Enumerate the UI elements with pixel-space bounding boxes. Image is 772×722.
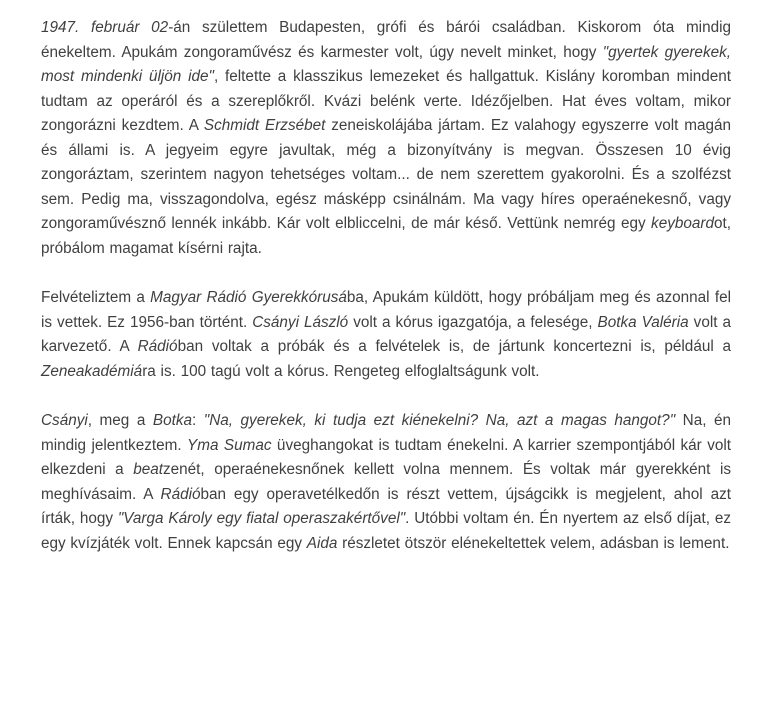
italic-text: "gyertek gyerekek, most mindenki üljön ide" bbox=[41, 43, 731, 85]
text-run: . Utóbbi voltam én. Én nyertem az első díjat, ez egy kvízjáték volt. Ennek kapcsán egy bbox=[41, 510, 732, 552]
paragraph-childhood bbox=[41, 16, 731, 261]
text-run: : bbox=[192, 412, 204, 429]
text-run: zeneiskolájába jártam. Ez valahogy egyszerre volt magán és állami is. A jegyeim egyre javultak, még a bizonyítvány is megvan. Összesen 10 évig zongoráztam, szerintem nagyon tehetséges voltam... de nem szerettem gyakorolni. És a szolfézst sem. Pedig ma, visszagondolva, egész másképp csinálnám. Ma vagy híres operaénekesnő, vagy zongoraművésznő lennék inkább. Kár volt elbliccelni, de már késő. Vettünk nemrég egy bbox=[41, 117, 731, 232]
paragraph-csanyi-botka bbox=[41, 409, 731, 556]
article-body bbox=[41, 16, 731, 581]
italic-text: Botka Valéria bbox=[597, 313, 689, 331]
text-run: Na, én mindig jelentkeztem. bbox=[41, 412, 731, 454]
italic-text: Zeneakadémiá bbox=[41, 362, 143, 380]
italic-text: "Varga Károly egy fiatal operaszakértővel" bbox=[117, 510, 406, 527]
italic-text: Csányi László bbox=[252, 313, 349, 331]
text-run: , meg a bbox=[87, 412, 153, 429]
text-run: volt a kórus igazgatója, a felesége, bbox=[348, 313, 598, 331]
text-run: üveghangokat is tudtam énekelni. A karrier szempontjából kár volt elkezdeni a bbox=[41, 436, 731, 478]
paragraph-radio-choir bbox=[41, 286, 731, 384]
text-run: ban egy operavetélkedőn is részt vettem, újságcikk is megjelent, ahol azt írták, hogy bbox=[41, 485, 731, 527]
italic-text: Rádió bbox=[160, 485, 201, 503]
italic-text: "Na, gyerekek, ki tudja ezt kiénekelni? Na, azt a magas hangot?" bbox=[203, 412, 676, 429]
italic-text: Magyar Rádió Gyerekkórusá bbox=[150, 289, 347, 306]
text-run: zenét, operaénekesnőnek kellett volna mennem. És voltak már gyerekként is meghívásaim. A bbox=[41, 461, 732, 503]
text-run: ba, Apukám küldött, hogy próbáljam meg és azonnal fel is vettek. Ez 1956-ban történt. bbox=[41, 289, 731, 331]
text-run: volt a karvezető. A bbox=[41, 313, 731, 355]
italic-text: beat bbox=[133, 461, 164, 478]
text-run: Felvételiztem a bbox=[41, 289, 151, 306]
text-run: részletet ötször elénekeltettek velem, adásban is lement. bbox=[337, 534, 730, 552]
text-run: ban voltak a próbák és a felvételek is, de jártunk koncertezni is, például a bbox=[177, 338, 731, 355]
italic-text: Schmidt Erzsébet bbox=[203, 117, 326, 134]
italic-text: Csányi bbox=[41, 412, 88, 429]
italic-text: keyboard bbox=[651, 215, 714, 232]
italic-text: 1947. február 02 bbox=[41, 19, 169, 36]
italic-text: Yma Sumac bbox=[187, 436, 272, 454]
text-run: ra is. 100 tagú volt a kórus. Rengeteg elfoglaltságunk volt. bbox=[142, 362, 540, 380]
italic-text: Rádió bbox=[137, 338, 178, 355]
text-run: -án születtem Budapesten, grófi és bárói családban. Kiskorom óta mindig énekeltem. Apukám zongoraművész és karmester volt, úgy nevelt minket, hogy bbox=[41, 19, 732, 61]
text-run: , feltette a klasszikus lemezeket és hallgattuk. Kislány koromban mindent tudtam az operáról és a szereplőkről. Kvázi belénk verte. Idézőjelben. Hat éves voltam, mikor zongorázni kezdtem. A bbox=[41, 68, 731, 134]
text-run: ot, próbálom magamat kísérni rajta. bbox=[41, 215, 731, 257]
italic-text: Botka bbox=[152, 412, 192, 429]
italic-text: Aida bbox=[306, 534, 338, 552]
